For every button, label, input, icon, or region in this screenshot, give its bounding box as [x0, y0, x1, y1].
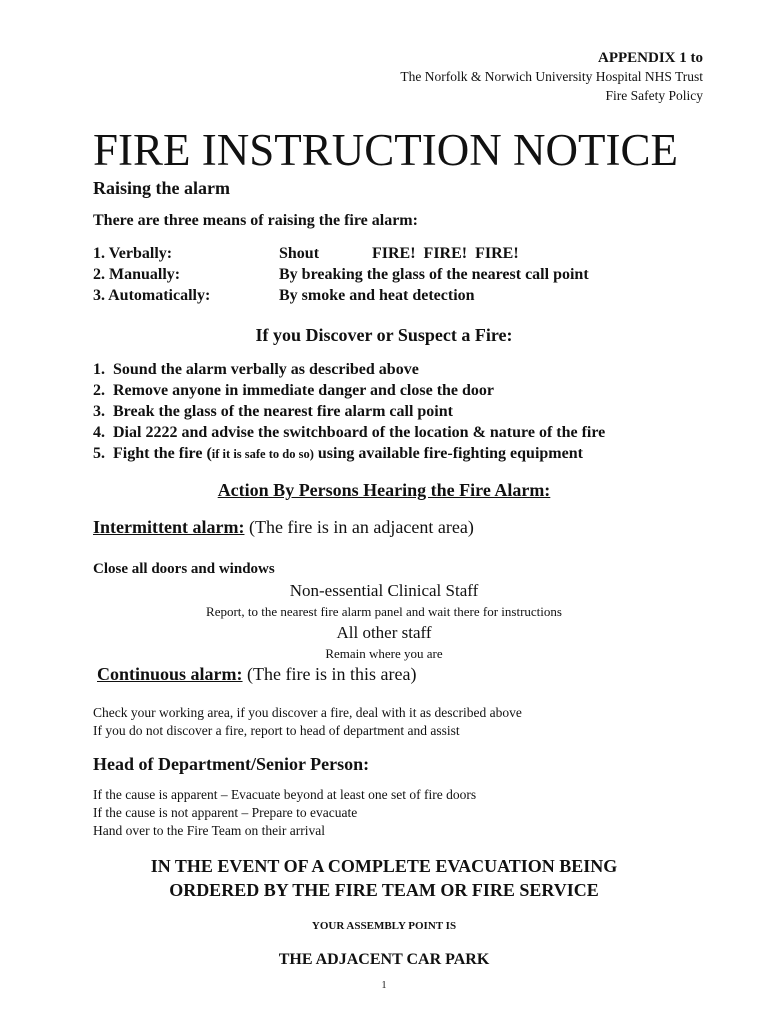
other-staff-desc: Remain where you are [325, 646, 443, 661]
evacuation-line-1: IN THE EVENT OF A COMPLETE EVACUATION BEING [150, 856, 618, 876]
organisation-name: The Norfolk & Norwich University Hospital NHS Trust [400, 69, 703, 84]
continuous-alarm [97, 664, 416, 685]
list-item [93, 445, 583, 463]
intermittent-alarm [93, 517, 474, 538]
continuous-line: If you do not discover a fire, report to head of department and assist [93, 723, 460, 738]
list-item: 2. Remove anyone in immediate danger and close the door [93, 382, 495, 399]
step5-note: if it is safe to do so) [211, 447, 314, 461]
method-desc: Shout [279, 245, 320, 262]
head-dept-line: If the cause is apparent – Evacuate beyond at least one set of fire doors [93, 787, 477, 802]
step5-text-end: using available fire-fighting equipment [313, 445, 583, 462]
nonessential-staff-title: Non-essential Clinical Staff [289, 581, 479, 600]
list-item: 4. Dial 2222 and advise the switchboard of the location & nature of the fire [93, 424, 606, 441]
intermittent-desc: (The fire is in an adjacent area) [244, 517, 474, 537]
evacuation-line-2: ORDERED BY THE FIRE TEAM OR FIRE SERVICE [169, 880, 599, 900]
method-label: 2. Manually: [93, 266, 181, 283]
method-desc: By smoke and heat detection [279, 287, 475, 304]
other-staff-title: All other staff [336, 623, 432, 642]
discover-heading: If you Discover or Suspect a Fire: [255, 325, 513, 345]
appendix-label: APPENDIX 1 to [598, 50, 703, 66]
assembly-label: YOUR ASSEMBLY POINT IS [311, 920, 457, 932]
head-dept-line: Hand over to the Fire Team on their arrival [93, 823, 325, 838]
action-heading: Action By Persons Hearing the Fire Alarm: [217, 480, 551, 500]
page-title: FIRE INSTRUCTION NOTICE [93, 125, 678, 175]
continuous-label: Continuous alarm: [97, 664, 243, 684]
head-dept-line: If the cause is not apparent – Prepare to evacuate [93, 805, 358, 820]
assembly-point: THE ADJACENT CAR PARK [278, 951, 490, 968]
page-number: 1 [381, 980, 387, 991]
close-doors-instruction: Close all doors and windows [93, 561, 275, 577]
list-item: 3. Break the glass of the nearest fire alarm call point [93, 403, 453, 420]
method-label: 1. Verbally: [93, 245, 173, 262]
policy-name: Fire Safety Policy [605, 88, 703, 103]
step5-text: 5. Fight the fire ( [93, 445, 212, 462]
method-label: 3. Automatically: [93, 287, 211, 304]
continuous-desc: (The fire is in this area) [242, 664, 417, 684]
nonessential-staff-desc: Report, to the nearest fire alarm panel and wait there for instructions [206, 604, 562, 619]
method-desc-shout: FIRE! FIRE! FIRE! [372, 245, 519, 262]
raising-intro: There are three means of raising the fire alarm: [93, 212, 418, 229]
list-item: 1. Sound the alarm verbally as described above [93, 361, 419, 378]
intermittent-label: Intermittent alarm: [93, 517, 245, 537]
head-of-department-heading: Head of Department/Senior Person: [93, 754, 370, 774]
continuous-line: Check your working area, if you discover a fire, deal with it as described above [93, 705, 522, 720]
raising-heading: Raising the alarm [93, 178, 230, 198]
method-desc: By breaking the glass of the nearest call point [279, 266, 589, 283]
